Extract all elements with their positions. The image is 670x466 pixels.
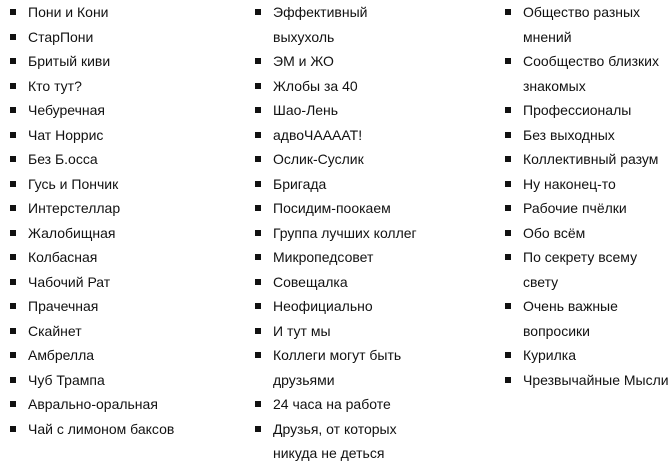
list-item-label: Бригада [273, 175, 327, 192]
list-item [10, 123, 235, 148]
list-item-label: никуда не деться [273, 445, 385, 461]
list-item-label: Друзья, от которых [273, 420, 397, 437]
square-bullet-icon [255, 205, 261, 211]
list-item [505, 343, 670, 368]
list-item-label: Общество разных [523, 4, 641, 20]
square-bullet-icon [10, 58, 16, 64]
column-2 [255, 0, 485, 466]
list-item-label: Микропедсовет [273, 249, 374, 265]
square-bullet-icon [255, 426, 261, 432]
list-item [10, 0, 235, 25]
column-1 [10, 0, 235, 441]
list-item-label: Интерстеллар [28, 200, 121, 216]
list-item-label: Чуб Трампа [28, 371, 105, 388]
square-bullet-icon [10, 9, 16, 15]
square-bullet-icon [255, 401, 261, 407]
square-bullet-icon [10, 132, 16, 138]
list-item-label: Группа лучших коллег [273, 224, 417, 241]
list-item [255, 221, 485, 246]
square-bullet-icon [255, 279, 261, 285]
square-bullet-icon [255, 303, 261, 309]
list-item-label: И тут мы [273, 322, 331, 339]
square-bullet-icon [10, 107, 16, 113]
list-item-label: Чай с лимоном баксов [28, 420, 175, 437]
list-item [505, 196, 670, 221]
square-bullet-icon [10, 83, 16, 89]
list-item-label: Жлобы за 40 [273, 77, 358, 94]
list-item-label: адвоЧАААAT! [273, 126, 363, 143]
square-bullet-icon [505, 107, 511, 113]
square-bullet-icon [10, 34, 16, 40]
list-item-label: Коллеги могут быть [273, 347, 402, 363]
square-bullet-icon [255, 9, 261, 15]
list-item [505, 368, 670, 393]
list-item [10, 319, 235, 344]
list-item-label: Пони и Кони [28, 4, 109, 20]
square-bullet-icon [255, 254, 261, 260]
list-item-label: Посидим-поокаем [273, 200, 391, 216]
list-item-label: Гусь и Пончик [28, 175, 119, 192]
list-item [505, 294, 670, 343]
list-item [10, 245, 235, 270]
list-item [10, 221, 235, 246]
list-item [255, 392, 485, 417]
list-item [505, 221, 670, 246]
square-bullet-icon [505, 377, 511, 383]
list-item-label: Сообщество близких [523, 53, 659, 69]
square-bullet-icon [255, 107, 261, 113]
list-item-label: Кто тут? [28, 77, 82, 94]
square-bullet-icon [10, 254, 16, 260]
list-item-label: Шао-Лень [273, 102, 339, 118]
square-bullet-icon [255, 83, 261, 89]
list-item [505, 147, 670, 172]
list-item [505, 123, 670, 148]
list-item-label: мнений [523, 28, 572, 45]
list-item [10, 417, 235, 442]
list-item-label: Прачечная [28, 298, 99, 314]
square-bullet-icon [10, 303, 16, 309]
list-item [255, 74, 485, 99]
square-bullet-icon [505, 352, 511, 358]
square-bullet-icon [505, 9, 511, 15]
list-item-label: Очень важные [523, 298, 618, 314]
list-item [505, 49, 670, 98]
square-bullet-icon [255, 181, 261, 187]
square-bullet-icon [10, 426, 16, 432]
list-item [10, 368, 235, 393]
list-item [10, 25, 235, 50]
list-item-label: Ну наконец-то [523, 175, 616, 192]
list-item-label: свету [523, 273, 559, 290]
square-bullet-icon [255, 58, 261, 64]
list-item [255, 172, 485, 197]
list-item-label: По секрету всему [523, 249, 638, 265]
square-bullet-icon [505, 181, 511, 187]
list-item-label: Совещалка [273, 273, 348, 290]
list-item-label: Чат Норрис [28, 126, 104, 143]
list-item [10, 294, 235, 319]
square-bullet-icon [10, 181, 16, 187]
square-bullet-icon [255, 352, 261, 358]
list-item [10, 74, 235, 99]
list-item [10, 270, 235, 295]
list-item-label: Коллективный разум [523, 151, 659, 167]
list-item [255, 123, 485, 148]
list-item [10, 98, 235, 123]
square-bullet-icon [505, 156, 511, 162]
list-item-label: Чрезвычайные Мысли [523, 371, 669, 388]
square-bullet-icon [505, 254, 511, 260]
list-item-label: знакомых [523, 77, 586, 94]
list-item [505, 0, 670, 49]
list-item [10, 172, 235, 197]
list-item [10, 343, 235, 368]
list-item-label: СтарПони [28, 28, 94, 45]
list-item-label: Скайнет [28, 322, 82, 339]
list-item-label: Аврально-оральная [28, 396, 158, 412]
square-bullet-icon [505, 132, 511, 138]
column-3 [505, 0, 670, 392]
list-item-label: Чабочий Рат [28, 273, 111, 290]
list-item [255, 196, 485, 221]
square-bullet-icon [10, 377, 16, 383]
square-bullet-icon [10, 205, 16, 211]
list-item [255, 294, 485, 319]
square-bullet-icon [505, 230, 511, 236]
list-item-label: ЭМ и ЖО [273, 53, 334, 69]
square-bullet-icon [255, 230, 261, 236]
square-bullet-icon [10, 279, 16, 285]
list-item [255, 49, 485, 74]
square-bullet-icon [10, 352, 16, 358]
list-item [255, 147, 485, 172]
list-item-label: 24 часа на работе [273, 396, 391, 412]
list-item [255, 0, 485, 49]
list-item-label: Без выходных [523, 126, 615, 143]
list-item [255, 245, 485, 270]
list-item [10, 49, 235, 74]
list-item-label: вопросики [523, 322, 590, 339]
list-item-label: Ослик-Суслик [273, 151, 364, 167]
list-item-label: Амбрелла [28, 347, 95, 363]
list-item [255, 270, 485, 295]
square-bullet-icon [255, 328, 261, 334]
list-item-label: Колбасная [28, 249, 98, 265]
list-item-label: Обо всём [523, 224, 586, 241]
list-item [505, 245, 670, 294]
square-bullet-icon [10, 230, 16, 236]
square-bullet-icon [255, 156, 261, 162]
square-bullet-icon [10, 328, 16, 334]
square-bullet-icon [255, 132, 261, 138]
list-item [255, 319, 485, 344]
list-item-label: выхухоль [273, 28, 335, 45]
square-bullet-icon [10, 401, 16, 407]
list-item [505, 98, 670, 123]
square-bullet-icon [505, 58, 511, 64]
square-bullet-icon [505, 303, 511, 309]
list-item-label: Неофициально [273, 298, 373, 314]
square-bullet-icon [505, 205, 511, 211]
list-item-label: друзьями [273, 371, 335, 388]
list-item [10, 392, 235, 417]
list-item-label: Жалобищная [28, 224, 116, 241]
list-item-label: Рабочие пчёлки [523, 200, 627, 216]
list-item-label: Без Б.осса [28, 151, 98, 167]
square-bullet-icon [10, 156, 16, 162]
list-item-label: Бритый киви [28, 53, 111, 69]
list-item-label: Профессионалы [523, 102, 632, 118]
list-item [255, 417, 485, 466]
list-item-label: Эффективный [273, 4, 368, 20]
list-item [255, 343, 485, 392]
list-item [10, 196, 235, 221]
list-item [10, 147, 235, 172]
list-item-label: Чебуречная [28, 102, 106, 118]
list-item [255, 98, 485, 123]
list-item-label: Курилка [523, 347, 576, 363]
list-item [505, 172, 670, 197]
